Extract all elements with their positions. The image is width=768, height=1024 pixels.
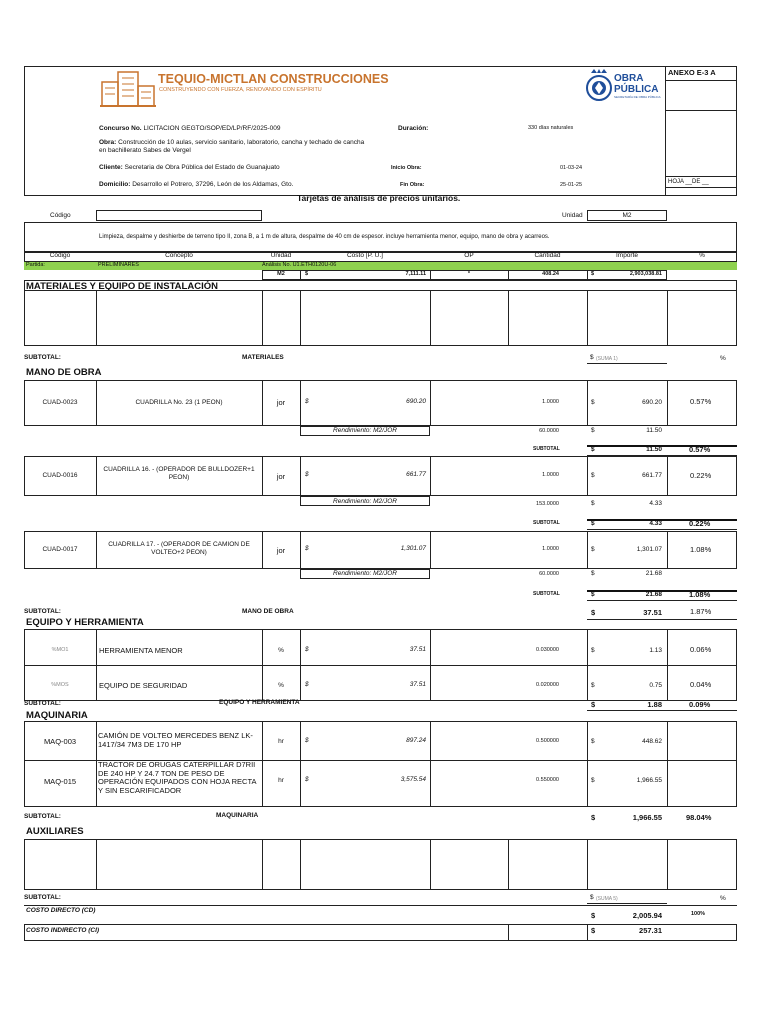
mo-total-name: MANO DE OBRA bbox=[242, 608, 294, 615]
maq-subtotal-name: MAQUINARIA bbox=[216, 812, 259, 819]
maq-currency: $ bbox=[305, 776, 309, 783]
mo-sub-imp: 21.68 bbox=[645, 591, 662, 598]
duracion-label: Duración: bbox=[398, 125, 429, 132]
mo-concept: CUADRILLA 17. - (OPERADOR DE CAMION DE VOLTEO+2 PEON) bbox=[108, 541, 250, 556]
mo-subtotal-label: SUBTOTAL bbox=[533, 446, 560, 452]
equipo-code: %MOS bbox=[51, 682, 69, 688]
maq-imp-currency: $ bbox=[591, 738, 595, 745]
unidad-label: Unidad bbox=[562, 212, 583, 219]
maq-qty: 0.500000 bbox=[536, 738, 559, 744]
aux-pct: % bbox=[720, 895, 726, 902]
col-pct: % bbox=[699, 252, 705, 259]
codigo-label: Código bbox=[50, 212, 71, 219]
costo-directo-pct: 100% bbox=[691, 911, 706, 917]
mo-sub-currency: $ bbox=[591, 446, 595, 453]
maq-imp-currency: $ bbox=[591, 777, 595, 784]
mo-rendimiento: Rendimiento: M2/JOR bbox=[333, 498, 397, 505]
equipo-subtotal-pct: 0.09% bbox=[689, 700, 711, 709]
col-importe: Importe bbox=[615, 252, 639, 259]
mo-rendimiento: Rendimiento: M2/JOR bbox=[333, 570, 397, 577]
maq-subtotal-pct: 98.04% bbox=[686, 813, 712, 822]
mo-importe: 690.20 bbox=[642, 399, 662, 406]
mo-concept: CUADRILLA No. 23 (1 PEON) bbox=[135, 399, 223, 406]
mo-imp-currency: $ bbox=[591, 546, 595, 553]
summary-cantidad: 408.24 bbox=[542, 271, 559, 277]
maq-unit: hr bbox=[278, 738, 284, 745]
mo-cost: 1,301.07 bbox=[400, 545, 426, 552]
gov-logo-sub: SECRETARÍA DE OBRA PÚBLICA bbox=[614, 95, 661, 99]
equipo-subtotal-name: EQUIPO Y HERRAMIENTA bbox=[219, 699, 300, 706]
maq-concept: TRACTOR DE ORUGAS CATERPILLAR D7RII DE 240 HP Y 24.7 TON DE PESO DE OPERACIÓN EQUIPADOS CON HOJA RECTA Y SIN ESCARIFICADOR bbox=[98, 760, 257, 795]
mo-total-label: SUBTOTAL: bbox=[24, 608, 61, 615]
mo-total-value: 37.51 bbox=[643, 608, 662, 617]
maq-currency: $ bbox=[305, 737, 309, 744]
materiales-subtotal-label: SUBTOTAL: bbox=[24, 354, 61, 361]
auxiliares-title: AUXILIARES bbox=[26, 826, 84, 837]
mo-importe: 661.77 bbox=[642, 472, 662, 479]
mo-qty: 1.0000 bbox=[542, 546, 559, 552]
maq-subtotal-currency: $ bbox=[591, 813, 596, 822]
maq-importe: 448.62 bbox=[642, 738, 662, 745]
mo-rend-qty: 60.0000 bbox=[539, 571, 559, 577]
mo-code: CUAD-0016 bbox=[42, 472, 78, 479]
codigo-field bbox=[96, 210, 262, 221]
equipo-currency: $ bbox=[305, 681, 309, 688]
auxiliares-table bbox=[24, 839, 737, 890]
mo-rend-currency: $ bbox=[591, 570, 595, 577]
maq-concept: CAMIÓN DE VOLTEO MERCEDES BENZ LK-1417/34 7M3 DE 170 HP bbox=[98, 731, 253, 749]
equipo-currency: $ bbox=[305, 646, 309, 653]
unidad-value: M2 bbox=[622, 212, 632, 219]
mo-sub-imp: 4.33 bbox=[649, 520, 662, 527]
mo-unit: jor bbox=[276, 398, 286, 407]
mo-cost: 690.20 bbox=[406, 398, 426, 405]
col-op: OP bbox=[464, 252, 474, 259]
cliente-row: Cliente: Secretaria de Obra Pública del Estado de Guanajuato bbox=[99, 164, 280, 171]
fin-value: 25-01-25 bbox=[560, 182, 583, 188]
equipo-concept: EQUIPO DE SEGURIDAD bbox=[99, 681, 188, 690]
costo-indirecto-currency: $ bbox=[591, 926, 596, 935]
mo-subtotal-label: SUBTOTAL bbox=[533, 520, 560, 526]
mo-rend-qty: 60.0000 bbox=[539, 428, 559, 434]
equipo-pct: 0.06% bbox=[690, 645, 712, 654]
mo-currency: $ bbox=[305, 545, 309, 552]
maq-subtotal-label: SUBTOTAL: bbox=[24, 813, 61, 820]
mo-rend-imp: 21.68 bbox=[645, 570, 662, 577]
partida-label: Partida: bbox=[26, 262, 45, 268]
summary-currency: $ bbox=[305, 271, 309, 277]
summary-cost: 7,111.11 bbox=[405, 271, 426, 277]
inicio-value: 01-03-24 bbox=[560, 165, 583, 171]
col-concepto: Concepto bbox=[165, 252, 193, 259]
equipo-subtotal-currency: $ bbox=[591, 700, 596, 709]
mo-unit: jor bbox=[276, 546, 286, 555]
equipo-title: EQUIPO Y HERRAMIENTA bbox=[26, 617, 144, 628]
equipo-subtotal-value: 1.88 bbox=[647, 700, 662, 709]
company-logo-icon bbox=[100, 68, 156, 108]
mo-subtotal-label: SUBTOTAL bbox=[533, 591, 560, 597]
aux-subtotal-value: (SUMA 5) bbox=[596, 896, 618, 902]
mo-sub-imp: 11.50 bbox=[646, 446, 662, 453]
mo-pct: 0.57% bbox=[690, 397, 712, 406]
materiales-pct: % bbox=[720, 355, 726, 362]
duracion-value: 330 días naturales bbox=[528, 125, 574, 131]
summary-importe: 2,903,038.81 bbox=[629, 271, 662, 277]
costo-directo-currency: $ bbox=[591, 911, 596, 920]
anexo-label: ANEXO E-3 A bbox=[668, 68, 716, 77]
mano-obra-title: MANO DE OBRA bbox=[26, 367, 102, 378]
mo-rendimiento: Rendimiento: M2/JOR bbox=[333, 427, 397, 434]
equipo-subtotal-label: SUBTOTAL: bbox=[24, 700, 61, 707]
maq-code: MAQ-015 bbox=[43, 777, 77, 786]
col-cantidad: Cantidad bbox=[534, 252, 561, 259]
mo-sub-currency: $ bbox=[591, 591, 595, 598]
costo-directo-value: 2,005.94 bbox=[632, 911, 662, 920]
mo-imp-currency: $ bbox=[591, 399, 595, 406]
costo-directo-label: COSTO DIRECTO (CD) bbox=[26, 907, 96, 914]
mo-code: CUAD-0023 bbox=[42, 399, 78, 406]
mo-total-currency: $ bbox=[591, 608, 596, 617]
maq-code: MAQ-003 bbox=[43, 737, 77, 746]
equipo-imp-currency: $ bbox=[591, 647, 595, 654]
partida-analisis: Análisis No. U1.ETH0120U-06 bbox=[262, 262, 337, 268]
mo-currency: $ bbox=[305, 398, 309, 405]
gov-logo-line2: PÚBLICA bbox=[614, 84, 659, 95]
mo-total-pct: 1.87% bbox=[690, 607, 712, 616]
mo-qty: 1.0000 bbox=[542, 399, 559, 405]
company-slogan: CONSTRUYENDO CON FUERZA, RENOVANDO CON ESPÍRITU bbox=[159, 87, 322, 93]
description-text: Limpieza, despalme y deshierbe de terreno tipo II, zona B, a 1 m de altura, despalme de 40 cm de espesor. incluye herramienta menor, equipo, mano de obra y acarreos. bbox=[99, 234, 550, 240]
equipo-concept: HERRAMIENTA MENOR bbox=[99, 646, 183, 655]
mo-sub-pct: 0.57% bbox=[689, 445, 711, 454]
obra-row: Obra: Construcción de 10 aulas, servicio sanitario, laboratorio, cancha y techado de cancha en bachillerato Sabes de Vergel bbox=[99, 139, 365, 154]
mo-rend-imp: 4.33 bbox=[649, 500, 662, 507]
costo-indirecto-value: 257.31 bbox=[639, 926, 662, 935]
mo-rend-qty: 153.0000 bbox=[536, 501, 559, 507]
inicio-label: Inicio Obra: bbox=[391, 165, 422, 171]
gov-logo-line1: OBRA bbox=[614, 73, 644, 84]
aux-subtotal-label: SUBTOTAL: bbox=[24, 894, 61, 901]
materiales-subtotal-value: (SUMA 1) bbox=[596, 356, 618, 362]
maq-qty: 0.550000 bbox=[536, 777, 559, 783]
materiales-title: MATERIALES Y EQUIPO DE INSTALACIÓN bbox=[26, 281, 218, 292]
col-codigo: Código bbox=[49, 252, 71, 259]
mo-concept: CUADRILLA 16. - (OPERADOR DE BULLDOZER+1 PEON) bbox=[103, 466, 255, 481]
mo-rend-currency: $ bbox=[591, 427, 595, 434]
mo-qty: 1.0000 bbox=[542, 472, 559, 478]
maq-cost: 897.24 bbox=[406, 737, 426, 744]
mo-sub-pct: 1.08% bbox=[689, 590, 711, 599]
equipo-pct: 0.04% bbox=[690, 680, 712, 689]
equipo-importe: 1.13 bbox=[649, 647, 662, 654]
equipo-code: %MO1 bbox=[51, 647, 69, 653]
hoja-label: HOJA __DE __ bbox=[668, 179, 709, 185]
mo-pct: 0.22% bbox=[690, 471, 712, 480]
equipo-importe: 0.75 bbox=[649, 682, 662, 689]
mo-unit: jor bbox=[276, 472, 286, 481]
mo-importe: 1,301.07 bbox=[636, 546, 662, 553]
mo-code: CUAD-0017 bbox=[42, 546, 78, 553]
equipo-unit: % bbox=[278, 682, 284, 689]
fin-label: Fin Obra: bbox=[400, 182, 425, 188]
materiales-subtotal-currency: $ bbox=[590, 354, 594, 361]
summary-op: * bbox=[467, 271, 471, 277]
costo-indirecto-label: COSTO INDIRECTO (CI) bbox=[26, 927, 100, 934]
equipo-qty: 0.020000 bbox=[536, 682, 559, 688]
mo-rend-currency: $ bbox=[591, 500, 595, 507]
summary-importe-currency: $ bbox=[591, 271, 595, 277]
maq-unit: hr bbox=[278, 777, 284, 784]
col-unidad: Unidad bbox=[270, 252, 292, 259]
equipo-unit: % bbox=[278, 647, 284, 654]
domicilio-row: Domicilio: Desarrollo el Potrero, 37296, León de los Aldamas, Gto. bbox=[99, 181, 294, 188]
equipo-imp-currency: $ bbox=[591, 682, 595, 689]
materiales-subtotal-name: MATERIALES bbox=[242, 354, 284, 361]
mo-cost: 661.77 bbox=[406, 471, 426, 478]
summary-unit: M2 bbox=[277, 271, 285, 277]
obra-publica-logo-icon bbox=[584, 68, 614, 102]
mo-imp-currency: $ bbox=[591, 472, 595, 479]
equipo-cost: 37.51 bbox=[409, 681, 426, 688]
aux-subtotal-currency: $ bbox=[590, 894, 594, 901]
mo-rend-imp: 11.50 bbox=[646, 427, 662, 434]
partida-name: PRELIMINARES bbox=[98, 262, 139, 268]
mo-sub-currency: $ bbox=[591, 520, 595, 527]
maq-importe: 1,966.55 bbox=[636, 777, 662, 784]
company-name: TEQUIO-MICTLAN CONSTRUCCIONES bbox=[158, 72, 389, 86]
mo-pct: 1.08% bbox=[690, 545, 712, 554]
page-title: Tarjetas de análisis de precios unitarios. bbox=[297, 193, 461, 203]
col-costo: Costo [P. U.] bbox=[346, 252, 383, 259]
concurso-row: Concurso No. LICITACION GEGTO/SOP/ED/LP/RF/2025-009 bbox=[99, 125, 281, 132]
equipo-cost: 37.51 bbox=[409, 646, 426, 653]
maquinaria-title: MAQUINARIA bbox=[26, 710, 88, 721]
equipo-qty: 0.030000 bbox=[536, 647, 559, 653]
mo-sub-pct: 0.22% bbox=[689, 519, 711, 528]
maq-subtotal-value: 1,966.55 bbox=[632, 813, 662, 822]
maq-cost: 3,575.54 bbox=[400, 776, 426, 783]
mo-currency: $ bbox=[305, 471, 309, 478]
